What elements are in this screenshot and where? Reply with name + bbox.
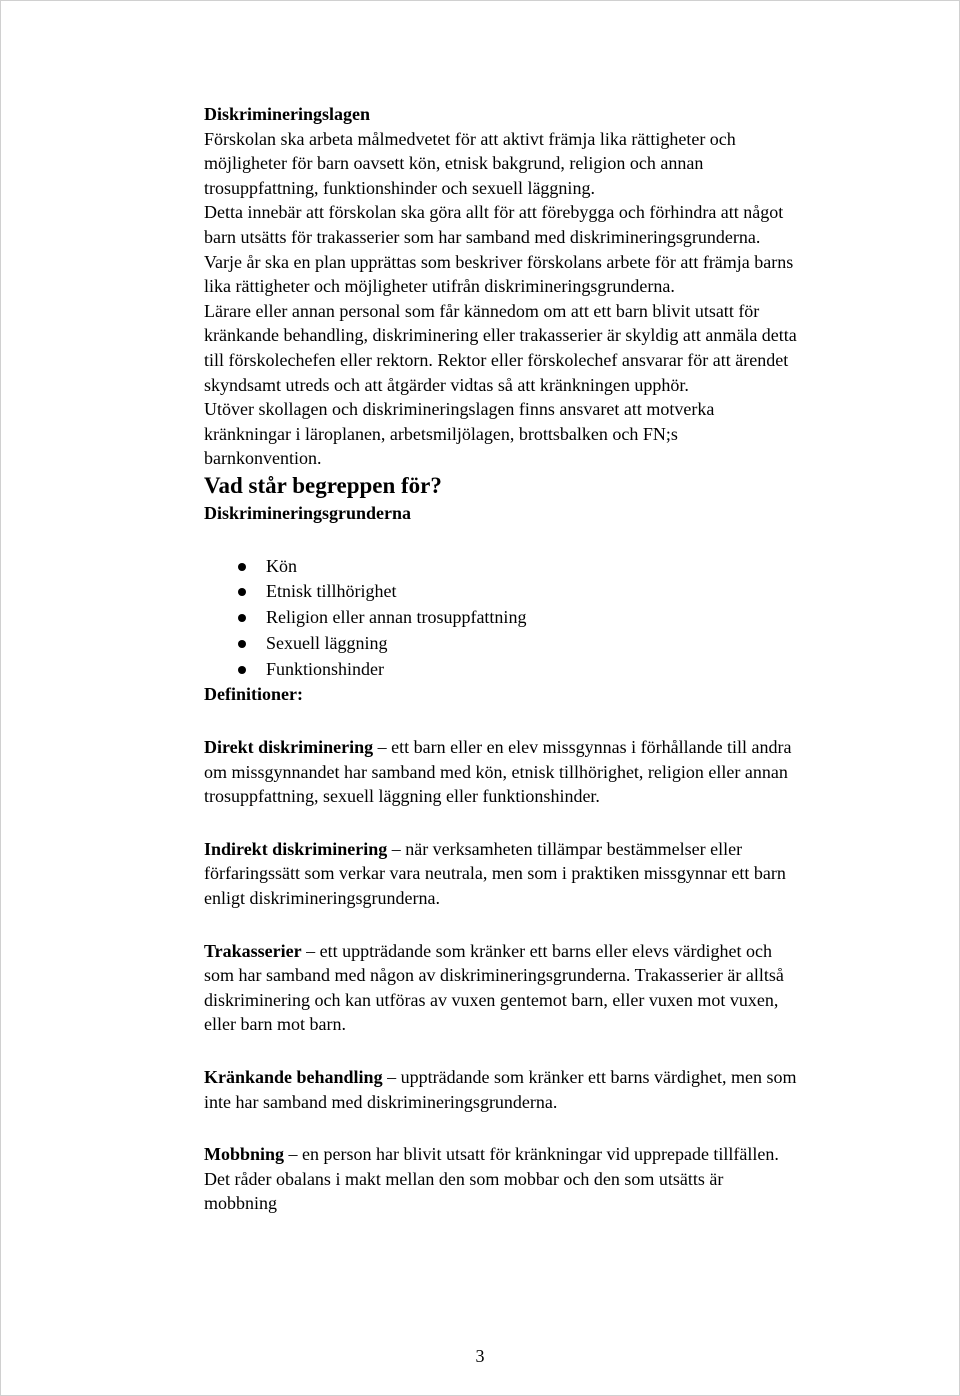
definition-text: – när verksamheten tillämpar bestämmelser eller [387, 838, 743, 859]
bullet-icon [238, 563, 246, 571]
definition-text: – en person har blivit utsatt för kränkningar vid upprepade tillfällen. [284, 1144, 779, 1165]
text-line: Lärare eller annan personal som får kännedom om att ett barn blivit utsatt för [204, 300, 760, 321]
definition-text: inte har samband med diskrimineringsgrunderna. [204, 1091, 558, 1112]
definition-text: diskriminering och kan utföras av vuxen gentemot barn, eller vuxen mot vuxen, [204, 989, 779, 1010]
definition-term: Direkt diskriminering [204, 737, 374, 758]
definition-text: trosuppfattning, sexuell läggning eller funktionshinder. [204, 786, 600, 807]
definition-text: – uppträdande som kränker ett barns värdighet, men som [382, 1067, 797, 1088]
list-item [204, 631, 904, 657]
text-line: kränkande behandling, diskriminering eller trakasserier är skyldig att anmäla detta [204, 325, 797, 346]
definition-text: förfaringssätt som verkar vara neutrala, men som i praktiken missgynnar ett barn [204, 863, 786, 884]
bullet-icon [238, 588, 246, 596]
grounds-title: Diskrimineringsgrunderna [204, 502, 412, 523]
text-line: barnkonvention. [204, 448, 322, 469]
definition-bullying [204, 1142, 904, 1216]
definition-text: mobbning [204, 1193, 278, 1214]
list-item-label: Religion eller annan trosuppfattning [266, 607, 527, 628]
text-line: Utöver skollagen och diskrimineringslagen finns ansvaret att motverka [204, 399, 715, 420]
text-line: möjligheter för barn oavsett kön, etnisk bakgrund, religion och annan [204, 153, 704, 174]
list-item [204, 657, 904, 683]
text-line: Detta innebär att förskolan ska göra allt för att förebygga och förhindra att något [204, 202, 784, 223]
text-line: Förskolan ska arbeta målmedvetet för att aktivt främja lika rättigheter och [204, 128, 736, 149]
list-item-label: Sexuell läggning [266, 632, 388, 653]
definition-text: Det råder obalans i makt mellan den som mobbar och den som utsätts är [204, 1168, 724, 1189]
definition-text: enligt diskrimineringsgrunderna. [204, 888, 440, 909]
bullet-icon [238, 614, 246, 622]
definition-text: som har samband med någon av diskrimineringsgrunderna. Trakasserier är alltså [204, 965, 784, 986]
definition-term: Kränkande behandling [204, 1067, 383, 1088]
list-item [204, 554, 904, 580]
bullet-icon [238, 640, 246, 648]
definition-indirect [204, 837, 904, 911]
definitions-title: Definitioner: [204, 684, 303, 705]
definition-term: Mobbning [204, 1144, 285, 1165]
bullet-icon [238, 666, 246, 674]
text-line: Varje år ska en plan upprättas som beskriver förskolans arbete för att främja barns [204, 251, 794, 272]
definition-text: – ett uppträdande som kränker ett barns eller elevs värdighet och [301, 940, 772, 961]
definition-term: Indirekt diskriminering [204, 838, 388, 859]
page-number: 3 [475, 1346, 485, 1366]
definition-term: Trakasserier [204, 940, 302, 961]
definition-text: – ett barn eller en elev missgynnas i förhållande till andra [373, 737, 792, 758]
text-line: trosuppfattning, funktionshinder och sexuell läggning. [204, 177, 595, 198]
definition-direct [204, 735, 904, 809]
document-body [204, 102, 904, 1216]
definition-harassment [204, 939, 904, 1037]
definition-offensive-treatment [204, 1065, 904, 1114]
text-line: lika rättigheter och möjligheter utifrån diskrimineringsgrunderna. [204, 276, 675, 297]
list-item [204, 579, 904, 605]
list-item-label: Kön [266, 555, 297, 576]
definition-text: om missgynnandet har samband med kön, etnisk tillhörighet, religion eller annan [204, 761, 788, 782]
section-paragraph [204, 127, 904, 471]
definition-text: eller barn mot barn. [204, 1014, 346, 1035]
text-line: skyndsamt utreds och att åtgärder vidtas så att kränkningen upphör. [204, 374, 689, 395]
list-item [204, 605, 904, 631]
grounds-list [204, 554, 904, 683]
text-line: barn utsätts för trakasserier som har samband med diskrimineringsgrunderna. [204, 226, 761, 247]
text-line: kränkningar i läroplanen, arbetsmiljölagen, brottsbalken och FN;s [204, 423, 678, 444]
page-heading: Vad står begreppen för? [204, 472, 442, 498]
section-title: Diskrimineringslagen [204, 104, 371, 124]
list-item-label: Etnisk tillhörighet [266, 581, 397, 602]
list-item-label: Funktionshinder [266, 658, 385, 679]
text-line: till förskolechefen eller rektorn. Rektor eller förskolechef ansvarar för att ärendet [204, 349, 789, 370]
